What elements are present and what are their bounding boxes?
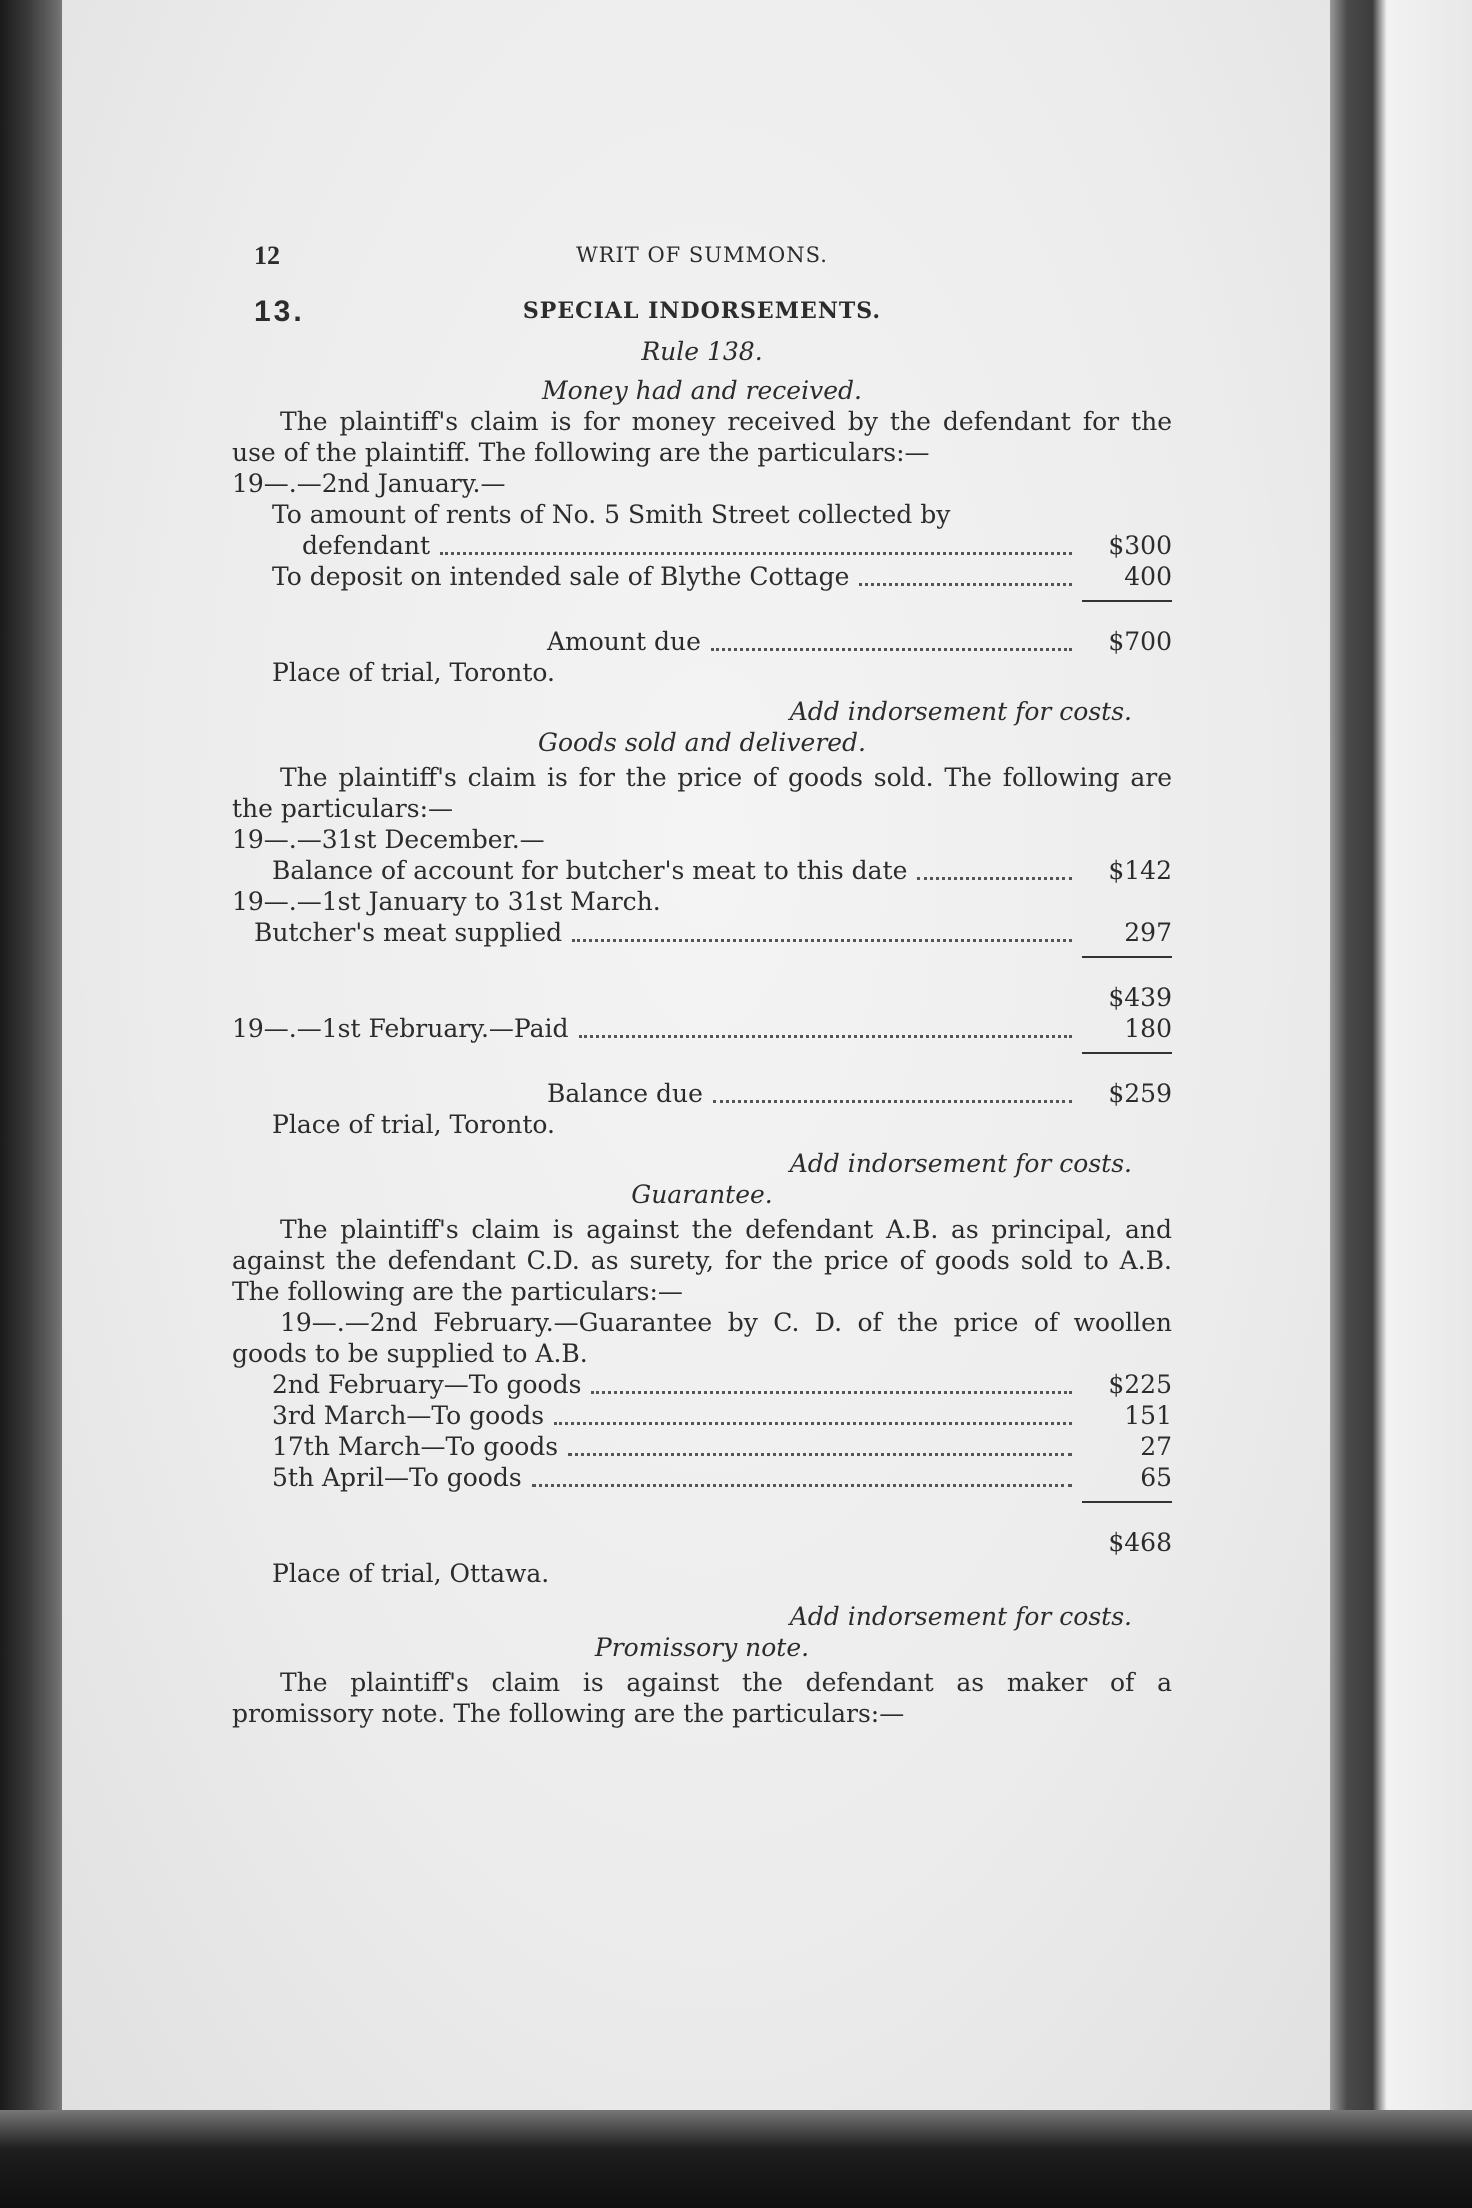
guarantee-detail: 19—.—2nd February.—Guarantee by C. D. of the price of woollen goods to be supplied to A.B.	[232, 1308, 1172, 1368]
guarantee-item	[232, 1369, 1172, 1400]
item-amount: $142	[1108, 856, 1172, 885]
total-label: Balance due	[547, 1079, 703, 1108]
leader-dots	[572, 938, 1072, 942]
section-number: 13.	[254, 295, 305, 328]
total-label: Amount due	[547, 627, 701, 656]
scan-bottom-shadow	[0, 2110, 1472, 2208]
total-amount: $259	[1108, 1079, 1172, 1108]
leader-dots	[917, 876, 1072, 880]
leader-dots	[591, 1390, 1072, 1394]
leader-dots	[711, 647, 1072, 651]
leader-dots	[859, 582, 1072, 586]
running-header	[232, 240, 1172, 280]
leader-dots	[532, 1483, 1072, 1487]
page-number: 12	[254, 241, 280, 270]
book-spine-shadow	[0, 0, 70, 2208]
guarantee-total: $468	[1108, 1528, 1172, 1557]
item-description: 19—.—1st February.—Paid	[232, 1014, 569, 1043]
item-amount: $225	[1108, 1370, 1172, 1399]
facing-page-edge	[1330, 0, 1472, 2208]
item-amount: 400	[1124, 562, 1172, 591]
money-had-place: Place of trial, Toronto.	[272, 658, 555, 687]
goods-sold-date1: 19—.—31st December.—	[232, 825, 545, 854]
goods-sold-intro: The plaintiff's claim is for the price of goods sold. The following are the particulars:—	[232, 763, 1172, 823]
guarantee-intro: The plaintiff's claim is against the defendant A.B. as principal, and against the defendant C.D. as surety, for the price of goods sold to A.B. The following are the particulars:—	[232, 1215, 1172, 1306]
subheading-promissory: Promissory note.	[594, 1633, 810, 1662]
leader-dots	[440, 551, 1072, 555]
item-description: 3rd March—To goods	[272, 1401, 545, 1430]
leader-dots	[568, 1452, 1072, 1456]
section-heading	[232, 296, 1172, 336]
item-amount: 65	[1140, 1463, 1172, 1492]
item-amount: $300	[1108, 531, 1172, 560]
money-had-item2	[232, 561, 1172, 592]
goods-sold-total	[232, 1078, 1172, 1109]
money-had-costs: Add indorsement for costs.	[789, 697, 1132, 726]
guarantee-costs: Add indorsement for costs.	[789, 1602, 1132, 1631]
money-had-total	[232, 626, 1172, 657]
item-amount: 297	[1124, 918, 1172, 947]
goods-sold-place: Place of trial, Toronto.	[272, 1110, 555, 1139]
item-description: To deposit on intended sale of Blythe Cottage	[272, 562, 850, 591]
guarantee-item	[232, 1400, 1172, 1431]
page-content	[232, 240, 1172, 1729]
money-had-intro: The plaintiff's claim is for money received by the defendant for the use of the plaintiff. The following are the particulars:—	[232, 407, 1172, 467]
goods-sold-costs: Add indorsement for costs.	[789, 1149, 1132, 1178]
guarantee-place: Place of trial, Ottawa.	[272, 1559, 550, 1588]
money-had-item1	[232, 530, 1172, 561]
promissory-intro: The plaintiff's claim is against the defendant as maker of a promissory note. The following are the particulars:—	[232, 1668, 1172, 1728]
subheading-money-had: Money had and received.	[542, 376, 862, 405]
money-had-item1-text: To amount of rents of No. 5 Smith Street collected by	[272, 500, 951, 529]
guarantee-item	[232, 1431, 1172, 1462]
section-title: SPECIAL INDORSEMENTS.	[522, 298, 882, 324]
leader-dots	[713, 1099, 1072, 1103]
item-amount: 27	[1140, 1432, 1172, 1461]
item-description: defendant	[302, 531, 431, 560]
goods-sold-item2	[232, 917, 1172, 948]
money-had-date: 19—.—2nd January.—	[232, 469, 506, 498]
goods-sold-date2: 19—.—1st January to 31st March.	[232, 887, 661, 916]
item-description: 17th March—To goods	[272, 1432, 559, 1461]
leader-dots	[554, 1421, 1072, 1425]
guarantee-item	[232, 1462, 1172, 1493]
item-description: 2nd February—To goods	[272, 1370, 582, 1399]
item-description: Butcher's meat supplied	[254, 918, 563, 947]
sum-rule	[232, 948, 1172, 966]
item-description: Balance of account for butcher's meat to this date	[272, 856, 908, 885]
item-amount: 180	[1124, 1014, 1172, 1043]
item-description: 5th April—To goods	[272, 1463, 522, 1492]
subheading-guarantee: Guarantee.	[631, 1180, 773, 1209]
leader-dots	[579, 1034, 1072, 1038]
sum-rule	[232, 1493, 1172, 1511]
sum-rule	[232, 592, 1172, 610]
sum-rule	[232, 1044, 1172, 1062]
subheading-goods-sold: Goods sold and delivered.	[537, 728, 867, 757]
running-title: WRIT OF SUMMONS.	[576, 243, 828, 267]
goods-sold-item1	[232, 855, 1172, 886]
goods-sold-paid	[232, 1013, 1172, 1044]
goods-sold-subtotal: $439	[1108, 983, 1172, 1012]
total-amount: $700	[1108, 627, 1172, 656]
item-amount: 151	[1124, 1401, 1172, 1430]
rule-reference: Rule 138.	[641, 337, 763, 366]
